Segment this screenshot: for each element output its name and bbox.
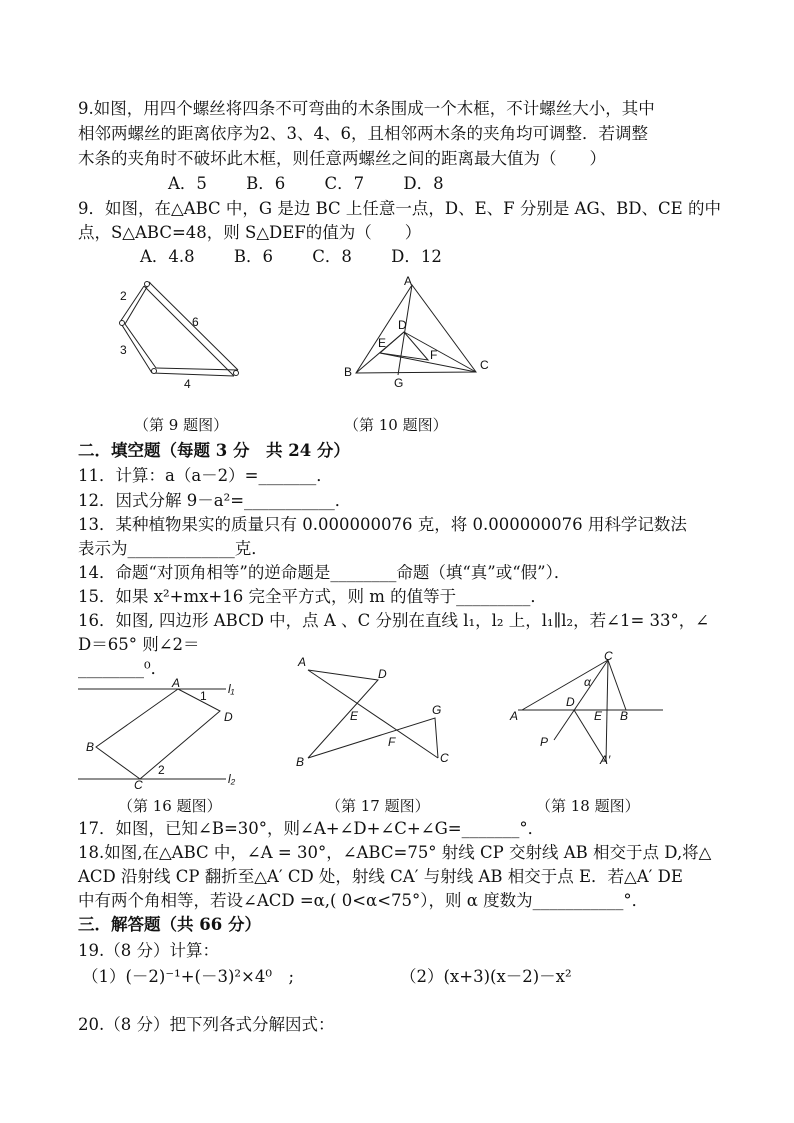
q18-line1: 18.如图,在△ABC 中，∠A = 30°，∠ABC=75° 射线 CP 交射线 AB 相交于点 D,将△ [78,843,712,862]
q19-part1: （1）(－2)⁻¹+(－3)²×4⁰ ; [82,967,295,986]
fig18-label-alpha: α [584,675,591,689]
fig18-label-b: B [620,709,629,723]
q16-line3: ________⁰． [78,659,168,678]
q13-line1: 13．某种植物果实的质量只有 0.000000076 克，将 0.000000076 用科学记数法 [78,515,687,534]
fig17-label-f: F [388,735,396,749]
fig10-label-f: F [430,348,438,362]
q9b-option-c: C．8 [312,247,352,266]
fig10-caption: （第 10 题图） [344,416,448,434]
q19-part2: （2）(x+3)(x－2)－x² [400,967,572,986]
q9b-option-b: B．6 [233,247,274,266]
fig16-label-d: D [224,710,233,724]
q9b-options [140,246,476,268]
fig17-caption: （第 17 题图） [326,797,430,815]
q14: 14．命题“对顶角相等”的逆命题是________命题（填“真”或“假”）． [78,563,571,582]
fig10-label-g: G [394,376,404,390]
q19-title: 19.（8 分）计算： [78,941,219,960]
q9a-option-d: D．8 [403,174,444,193]
fig18-label-p: P [540,735,549,749]
figure-9 [100,270,260,400]
q9a-line1: 9.如图，用四个螺丝将四条不可弯曲的木条围成一个木框，不计螺丝大小，其中 [78,99,655,118]
fig16-label-a: A [172,676,181,690]
fig17-label-a: A [298,655,307,669]
fig16-label-1: 1 [200,689,207,703]
fig10-label-e: E [378,336,387,350]
fig17-label-c: C [440,751,449,765]
fig17-label-d: D [378,667,387,681]
section2-heading: 二．填空题（每题 3 分 共 24 分） [78,441,350,460]
fig18-caption: （第 18 题图） [536,797,640,815]
fig18-label-d: D [566,695,575,709]
q9a-options [168,173,478,195]
fig17-label-b: B [296,755,305,769]
fig16-caption: （第 16 题图） [118,797,222,815]
q9a-line3: 木条的夹角时不破坏此木框，则任意两螺丝之间的距离最大值为（ ） [78,149,606,168]
fig17-label-e: E [350,709,359,723]
fig9-label-4: 4 [184,377,191,391]
fig10-label-d: D [398,318,407,332]
figure-18 [508,650,673,775]
figure-16 [78,675,248,790]
fig16-label-c: C [134,778,143,792]
fig17-label-g: G [432,703,442,717]
fig16-label-l2: l₂ [228,772,236,786]
fig16-label-b: B [86,740,95,754]
q20-title: 20.（8 分）把下列各式分解因式： [78,1015,335,1034]
fig18-label-a-prime: A′ [600,753,611,767]
fig18-label-a: A [510,709,519,723]
q11: 11．计算：a（a－2）=_______． [78,466,333,485]
fig10-label-a: A [404,274,413,288]
q17: 17．如图，已知∠B=30°，则∠A+∠D+∠C+∠G=_______°． [78,819,545,838]
fig9-label-6: 6 [192,315,199,329]
fig10-label-b: B [344,365,353,379]
q18-line3: 中有两个角相等，若设∠ACD =α,( 0<α<75°），则 α 度数为___________°． [78,891,649,910]
fig9-label-2: 2 [120,289,127,303]
q9a-line2: 相邻两螺丝的距离依序为2、3、4、6，且相邻两木条的夹角均可调整．若调整 [78,124,648,143]
q16-line1: 16．如图, 四边形 ABCD 中，点 A 、C 分别在直线 l₁，l₂ 上，l₁∥l₂，若∠1= 33°，∠ [78,611,710,630]
fig9-label-3: 3 [120,343,127,357]
q9a-option-c: C．7 [324,174,365,193]
fig18-label-e: E [594,709,603,723]
q12: 12．因式分解 9－a²=___________． [78,491,352,510]
fig16-label-2: 2 [158,763,165,777]
q16-line2: D＝65° 则∠2＝ [78,635,200,654]
section3-heading: 三．解答题（共 66 分） [78,915,261,934]
q9b-option-d: D．12 [391,247,442,266]
fig9-caption: （第 9 题图） [134,416,229,434]
q9b-line1: 9．如图，在△ABC 中，G 是边 BC 上任意一点，D、E、F 分别是 AG、BD、CE 的中 [78,199,721,218]
q18-line2: ACD 沿射线 CP 翻折至△A′ CD 处，射线 CA′ 与射线 AB 相交于点 E．若△A′ DE [78,867,683,886]
q9b-line2: 点，S△ABC=48，则 S△DEF的值为（ ） [78,223,422,242]
fig18-label-c: C [604,649,613,663]
q9b-option-a: A．4.8 [140,247,195,266]
figure-17 [290,650,460,775]
q9a-option-a: A．5 [168,174,207,193]
q9a-option-b: B．6 [246,174,286,193]
q15: 15．如果 x²+mx+16 完全平方式，则 m 的值等于_________． [78,587,547,606]
q13-line2: 表示为_____________克． [78,539,268,558]
figure-10 [340,275,500,390]
fig10-label-c: C [480,358,489,372]
fig16-label-l1: l₁ [228,682,235,696]
